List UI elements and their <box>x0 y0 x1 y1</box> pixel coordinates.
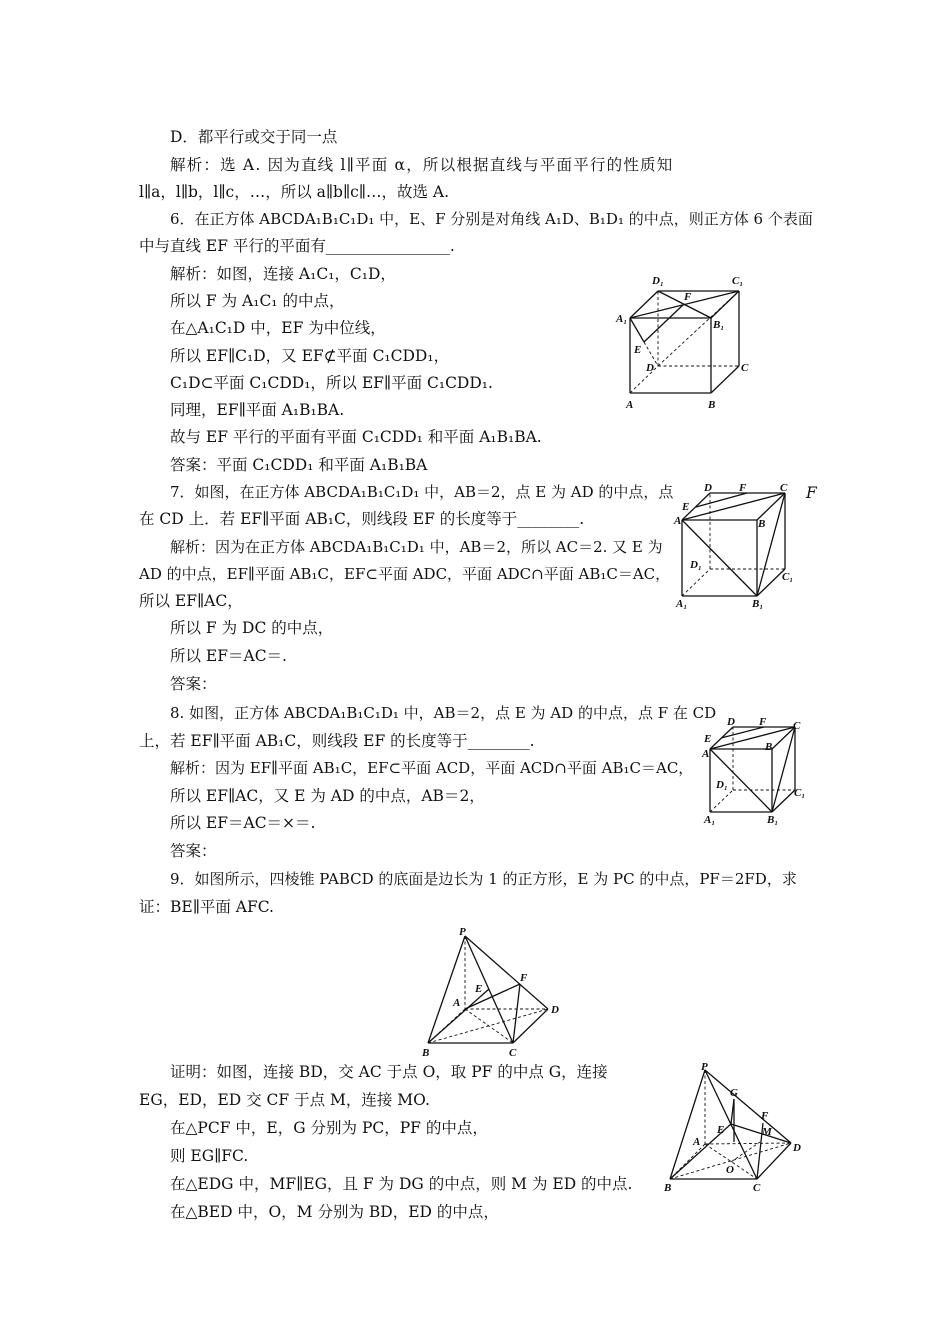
line-34: 在△BED 中，O，M 分别为 BD，ED 的中点， <box>170 1203 499 1221</box>
line-3: 6．在正方体 ABCDA₁B₁C₁D₁ 中，E、F 分别是对角线 A₁D、B₁D₁ 的中点，则正方体 6 个表面 <box>170 210 813 228</box>
fig9-label-4: D <box>551 1004 559 1016</box>
line-11: 故与 EF 平行的平面有平面 C₁CDD₁ 和平面 A₁B₁BA. <box>170 428 542 446</box>
fig10-label-8: B <box>664 1182 672 1194</box>
fig7-label-2: C <box>780 482 788 494</box>
fig8-label-8: A₁ <box>704 814 716 826</box>
fig6-label-0: D₁ <box>652 275 664 287</box>
fig6-label-5: E <box>634 344 642 356</box>
line-28: 证：BE∥平面 AFC. <box>139 898 274 916</box>
fig6-label-6: D <box>646 362 654 374</box>
line-2: l∥a，l∥b，l∥c，…，所以 a∥b∥c∥…，故选 A. <box>139 183 449 201</box>
fig9-label-0: P <box>459 926 466 938</box>
fig8-label-2: C <box>793 720 801 732</box>
line-31: 在△PCF 中，E，G 分别为 PC，PF 的中点， <box>170 1119 488 1137</box>
fig7-label-6: D₁ <box>690 559 702 571</box>
fig10-label-2: F <box>761 1110 769 1122</box>
line-15: 解析：因为在正方体 ABCDA₁B₁C₁D₁ 中，AB＝2，所以 AC＝2. 又 E 为 <box>170 538 663 556</box>
fig7-label-9: B₁ <box>752 598 764 610</box>
line-19: 所以 EF＝AC＝. <box>170 647 287 665</box>
fig8-label-0: D <box>727 716 735 728</box>
fig7-label-1: F <box>739 482 747 494</box>
line-13: 7．如图，在正方体 ABCDA₁B₁C₁D₁ 中，AB＝2，点 E 为 AD 的中点，点 <box>170 483 674 501</box>
fig10-label-3: E <box>717 1124 725 1136</box>
line-9: C₁D⊂平面 C₁CDD₁，所以 EF∥平面 C₁CDD₁. <box>170 374 493 392</box>
fig6-label-4: B₁ <box>713 319 725 331</box>
line-33: 在△EDG 中，MF∥EG，且 F 为 DG 的中点，则 M 为 ED 的中点. <box>170 1175 633 1193</box>
line-24: 所以 EF∥AC，又 E 为 AD 的中点，AB＝2， <box>170 787 485 805</box>
fig6-label-7: C <box>741 362 749 374</box>
line-1: 解析：选 A. 因为直线 l∥平面 α，所以根据直线与平面平行的性质知 <box>170 156 674 174</box>
fig7-label-5: B <box>758 518 766 530</box>
fig10-label-4: M <box>762 1126 772 1138</box>
fig8-label-1: F <box>759 716 767 728</box>
fig6-label-1: C₁ <box>732 275 744 287</box>
line-12: 答案：平面 C₁CDD₁ 和平面 A₁B₁BA <box>170 456 428 474</box>
fig8-label-7: C₁ <box>794 787 806 799</box>
fig7-label-4: A <box>674 515 682 527</box>
line-27: 9．如图所示，四棱锥 PABCD 的底面是边长为 1 的正方形，E 为 PC 的中点，PF＝2FD，求 <box>170 870 797 888</box>
line-5: 解析：如图，连接 A₁C₁，C₁D， <box>170 265 396 283</box>
line-7: 在△A₁C₁D 中，EF 为中位线， <box>170 319 386 337</box>
fig6-label-8: A <box>626 399 634 411</box>
fig9-label-3: E <box>475 983 483 995</box>
line-4: 中与直线 EF 平行的平面有________________. <box>139 237 455 255</box>
fig10-label-6: D <box>793 1142 801 1154</box>
fig10-label-9: C <box>753 1182 761 1194</box>
line-26: 答案： <box>170 842 217 860</box>
line-20: 答案： <box>170 675 217 693</box>
line-6: 所以 F 为 A₁C₁ 的中点， <box>170 292 345 310</box>
fig7-label-3: E <box>682 501 690 513</box>
fig9-label-2: A <box>453 997 461 1009</box>
fig9-label-6: C <box>509 1047 517 1059</box>
line-17: 所以 EF∥AC， <box>139 592 243 610</box>
fig9-label-5: B <box>422 1047 430 1059</box>
line-32: 则 EG∥FC. <box>170 1147 249 1165</box>
fig7-label-8: A₁ <box>676 598 688 610</box>
fig6-label-3: A₁ <box>616 313 628 325</box>
stray-letter: F <box>806 484 817 502</box>
fig9-label-1: F <box>520 972 528 984</box>
fig8-label-3: E <box>704 733 712 745</box>
fig8-label-5: B <box>765 741 773 753</box>
figure-problem-9-proof <box>660 1062 810 1197</box>
figure-problem-7 <box>672 480 802 610</box>
line-10: 同理，EF∥平面 A₁B₁BA. <box>170 401 345 419</box>
line-16: AD 的中点，EF∥平面 AB₁C，EF⊂平面 ADC，平面 ADC∩平面 AB₁C＝AC， <box>139 565 671 583</box>
fig10-label-0: P <box>701 1062 708 1073</box>
figure-problem-9 <box>418 925 568 1060</box>
line-30: EG，ED，ED 交 CF 于点 M，连接 MO. <box>139 1091 430 1109</box>
line-0: D．都平行或交于同一点 <box>170 128 338 146</box>
fig6-label-2: F <box>684 291 692 303</box>
fig10-label-5: A <box>693 1136 701 1148</box>
line-21: 8. 如图，正方体 ABCDA₁B₁C₁D₁ 中，AB＝2，点 E 为 AD 的中点，点 F 在 CD <box>170 704 717 722</box>
fig7-label-0: D <box>704 482 712 494</box>
fig10-label-1: G <box>730 1087 738 1099</box>
line-8: 所以 EF∥C₁D，又 EF⊄平面 C₁CDD₁， <box>170 347 450 365</box>
fig7-label-7: C₁ <box>782 571 794 583</box>
line-25: 所以 EF＝AC＝×＝. <box>170 814 316 832</box>
fig6-label-9: B <box>708 399 716 411</box>
line-18: 所以 F 为 DC 的中点， <box>170 619 334 637</box>
line-29: 证明：如图，连接 BD，交 AC 于点 O，取 PF 的中点 G，连接 <box>170 1063 608 1081</box>
figure-problem-6 <box>612 262 752 417</box>
line-23: 解析：因为 EF∥平面 AB₁C，EF⊂平面 ACD，平面 ACD∩平面 AB₁C＝AC， <box>170 759 694 777</box>
line-14: 在 CD 上．若 EF∥平面 AB₁C，则线段 EF 的长度等于________. <box>139 510 585 528</box>
fig8-label-6: D₁ <box>716 779 728 791</box>
fig8-label-4: A <box>702 748 710 760</box>
fig8-label-9: B₁ <box>767 814 779 826</box>
figure-problem-8 <box>700 712 815 832</box>
fig10-label-7: O <box>726 1164 734 1176</box>
line-22: 上，若 EF∥平面 AB₁C，则线段 EF 的长度等于________. <box>139 732 535 750</box>
